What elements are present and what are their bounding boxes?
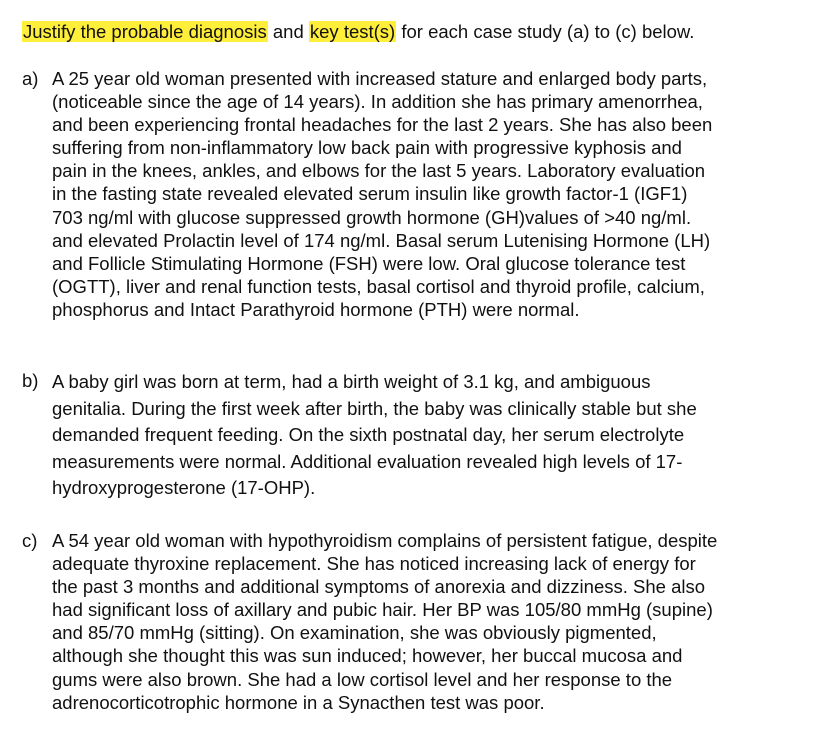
highlighted-key-tests: key test(s) <box>309 21 396 42</box>
text-line: the past 3 months and additional symptoms of anorexia and dizziness. She also <box>52 576 706 598</box>
text-line: phosphorus and Intact Parathyroid hormone (PTH) were normal. <box>52 298 580 320</box>
instruction-text-rest: for each case study (a) to (c) below. <box>396 21 695 42</box>
text-line: A baby girl was born at term, had a birth weight of 3.1 kg, and ambiguous <box>52 371 651 392</box>
text-line: suffering from non-inflammatory low back pain with progressive kyphosis and <box>52 137 682 159</box>
text-line: demanded frequent feeding. On the sixth postnatal day, her serum electrolyte <box>52 424 685 446</box>
text-line: and Follicle Stimulating Hormone (FSH) were low. Oral glucose tolerance test <box>52 252 686 274</box>
text-line: A 54 year old woman with hypothyroidism complains of persistent fatigue, despite <box>52 530 718 551</box>
highlighted-probable-diagnosis: Justify the probable diagnosis <box>23 21 267 42</box>
text-line: A 25 year old woman presented with increased stature and enlarged body parts, <box>52 68 708 89</box>
case-letter: a) <box>22 68 39 89</box>
instruction-line <box>22 21 694 43</box>
text-line: adrenocorticotrophic hormone in a Synacthen test was poor. <box>52 691 545 713</box>
text-line: and elevated Prolactin level of 174 ng/ml. Basal serum Lutenising Hormone (LH) <box>52 229 711 251</box>
text-line: 703 ng/ml with glucose suppressed growth hormone (GH)values of >40 ng/ml. <box>52 206 692 228</box>
case-letter: c) <box>22 530 38 551</box>
text-line: (OGTT), liver and renal function tests, basal cortisol and thyroid profile, calcium, <box>52 275 705 297</box>
text-line: pain in the knees, ankles, and elbows for the last 5 years. Laboratory evaluation <box>52 160 706 182</box>
text-line: hydroxyprogesterone (17-OHP). <box>52 477 316 499</box>
text-line: gums were also brown. She had a low cortisol level and her response to the <box>52 668 673 690</box>
text-line: and 85/70 mmHg (sitting). On examination, she was obviously pigmented, <box>52 622 657 644</box>
text-line: adequate thyroxine replacement. She has noticed increasing lack of energy for <box>52 553 696 575</box>
case-text <box>52 67 782 321</box>
text-line: (noticeable since the age of 14 years). In addition she has primary amenorrhea, <box>52 91 703 113</box>
case-letter: b) <box>22 370 39 391</box>
text-line: measurements were normal. Additional evaluation revealed high levels of 17- <box>52 450 683 472</box>
instruction-text-and: and <box>267 21 309 42</box>
case-text <box>52 369 782 502</box>
text-line: genitalia. During the first week after birth, the baby was clinically stable but she <box>52 397 697 419</box>
case-text <box>52 529 782 714</box>
text-line: although she thought this was sun induced; however, her buccal mucosa and <box>52 645 683 667</box>
text-line: in the fasting state revealed elevated serum insulin like growth factor-1 (IGF1) <box>52 183 688 205</box>
text-line: and been experiencing frontal headaches for the last 2 years. She has also been <box>52 114 713 136</box>
text-line: had significant loss of axillary and pubic hair. Her BP was 105/80 mmHg (supine) <box>52 599 713 621</box>
